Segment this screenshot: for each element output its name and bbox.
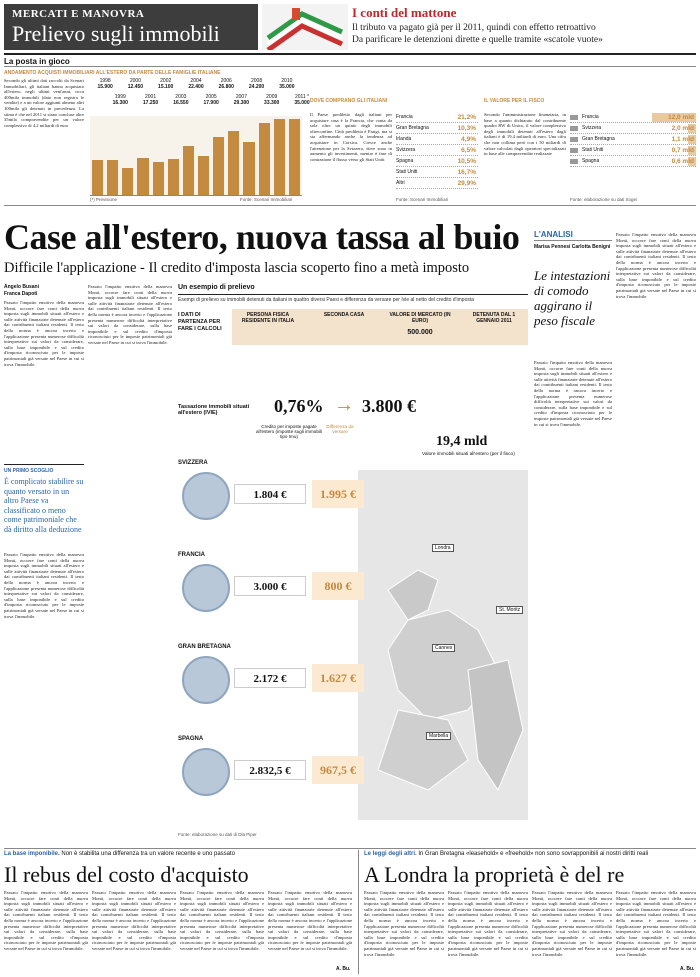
row-value: 10,3% — [457, 125, 476, 132]
year-bar — [183, 146, 194, 195]
table-row — [396, 156, 478, 167]
dati-c4: DETENUTA DAL 1 GENNAIO 2011 — [472, 312, 516, 324]
br-col3: Passato l'impatto emotivo della manovra Monti, occorre fare conti della nuova imposta sugli immobili situati all'estero e sulle attività finanziarie detenute all'estero dai contribuenti italiani residenti. Il testo della norma è ancora incerto e l'applicazione presenta numerose difficoltà interpretative sui valori da considerare, sulla base imponibile e sul credito d'imposta riconosciuto per le imposte patrimoniali già versate nel Paese in cui si trova l'immobile. — [532, 890, 612, 957]
year-cell — [151, 78, 181, 90]
dati-c2: SECONDA CASA — [323, 312, 365, 318]
year-label: 2005 — [205, 94, 217, 100]
year-value: 26.800 — [218, 84, 234, 90]
main-subhead: Difficile l'applicazione - Il credito d'imposta lascia scoperto fino a metà imposto — [4, 260, 470, 276]
coin-icon — [182, 748, 230, 796]
br-col2: Passato l'impatto emotivo della manovra Monti, occorre fare conti della nuova imposta sugli immobili situati all'estero e sulle attività finanziarie detenute all'estero dai contribuenti italiani residenti. Il testo della norma è ancora incerto e l'applicazione presenta numerose difficoltà interpretative sui valori da considerare, sulla base imponibile e sul credito d'imposta riconosciuto per le imposte patrimoniali già versate nel Paese in cui si trova l'immobile. — [448, 890, 528, 957]
year-label: 2008 — [251, 78, 263, 84]
kicker-rest: Non è stabilita una differenza tra un valore recente e uno passato — [59, 851, 236, 857]
city-label: Marbella — [426, 732, 451, 740]
flag-icon — [570, 115, 578, 120]
col3-table — [570, 112, 696, 167]
year-label: 2002 — [160, 78, 172, 84]
year-cell — [272, 78, 302, 90]
col2-text: Il Paese prediletto dagli italiani per acquistare casa è la Francia, che conta da sola oltre un quinto degli immobili oltreconfine. Città prediletta è Parigi, ma si sta affermando anche la tendenza ad acquistare in Corsica. Cresce anche l'attenzione per la Svizzera, dove sono in aumento gli investimenti, mentre è fase di contrazione il flusso verso gli Stati Uniti — [310, 112, 392, 162]
row-value: 4,9% — [461, 136, 476, 143]
country-row — [178, 644, 368, 730]
col2-source: Fonte: Scenari Immobiliari — [396, 197, 449, 202]
year-label: 2006 — [220, 78, 232, 84]
promo-box — [4, 464, 84, 534]
analysis-title: Le intestazioni di comodo aggirano il peso fiscale — [534, 268, 611, 328]
row-label: Irlanda — [396, 136, 412, 142]
year-value: 35.000 — [279, 84, 295, 90]
year-bar — [213, 137, 224, 195]
year-cell — [241, 78, 271, 90]
year-bar — [198, 156, 209, 195]
section-brand — [4, 4, 258, 50]
bl-col2: Passato l'impatto emotivo della manovra Monti, occorre fare conti della nuova imposta sugli immobili situati all'estero e sulle attività finanziarie detenute all'estero dai contribuenti italiani residenti. Il testo della norma è ancora incerto e l'applicazione presenta numerose difficoltà interpretative sui valori da considerare, sulla base imponibile e sul credito d'imposta riconosciuto per le imposte patrimoniali già versate nel Paese in cui si trova l'immobile. — [92, 890, 176, 951]
year-label: 2001 — [145, 94, 157, 100]
year-cell — [120, 78, 150, 90]
main-headline: Case all'estero, nuova tassa al buio — [4, 217, 520, 257]
dati-c3-value: 500.000 — [407, 329, 433, 336]
table-row — [396, 167, 478, 178]
city-label: St. Moritz — [496, 606, 523, 614]
year-label: 2009 — [266, 94, 278, 100]
year-cell — [90, 78, 120, 90]
flag-icon — [570, 126, 578, 131]
year-value: 12.450 — [127, 84, 144, 90]
dati-c1: PERSONA FISICA RESIDENTE IN ITALIA — [241, 312, 295, 324]
year-label: 1998 — [99, 78, 111, 84]
col3-source: Fonte: elaborazione su dati Sogei — [570, 197, 638, 202]
section-title: Prelievo sugli immobili — [12, 21, 220, 46]
year-cell — [226, 94, 256, 106]
table-row — [570, 123, 696, 134]
bl-col1: Passato l'impatto emotivo della manovra Monti, occorre fare conti della nuova imposta sugli immobili situati all'estero e sulle attività finanziarie detenute all'estero dai contribuenti italiani residenti. Il testo della norma è ancora incerto e l'applicazione presenta numerose difficoltà interpretative sui valori da considerare, sulla base imponibile e sul credito d'imposta riconosciuto per le imposte patrimoniali già versate nel Paese in cui si trova l'immobile. — [4, 890, 88, 951]
year-cell — [211, 78, 241, 90]
br-col4: Passato l'impatto emotivo della manovra Monti, occorre fare conti della nuova imposta sugli immobili situati all'estero e sulle attività finanziarie detenute all'estero dai contribuenti italiani residenti. Il testo della norma è ancora incerto e l'applicazione presenta numerose difficoltà interpretative sui valori da considerare, sulla base imponibile e sul credito d'imposta riconosciuto per le imposte patrimoniali già versate nel Paese in cui si trova l'immobile. — [616, 890, 696, 957]
year-value: 22.400 — [188, 84, 204, 90]
city-label: Cannes — [432, 644, 455, 652]
year-cell — [166, 94, 196, 106]
year-value: 17.250 — [142, 100, 159, 106]
header-rule — [4, 53, 696, 55]
kicker-strong: La base imponibile. — [4, 851, 60, 857]
paid-value: 2.172 € — [234, 668, 306, 688]
col1-source: Fonte: Scenari Immobiliari — [240, 197, 293, 202]
flag-icon — [570, 148, 578, 153]
diff-value: 1.995 € — [312, 480, 364, 508]
year-bar — [289, 119, 300, 195]
row-label: Svizzera — [396, 147, 416, 153]
byline-1: Angelo Busani — [4, 284, 40, 290]
analysis-authors: Marisa Pennesi Carlotta Benigni — [534, 244, 611, 250]
box-title: I conti del mattone — [352, 5, 457, 20]
year-value: 29.300 — [233, 100, 250, 106]
city-label: Londra — [432, 544, 454, 552]
year-label: 2007 — [235, 94, 247, 100]
coin-icon — [182, 564, 230, 612]
country-row — [178, 460, 368, 546]
tax-label: Tassazione immobili situati all'estero (IVIE) — [178, 404, 250, 416]
flag-icon — [570, 159, 578, 164]
tax-amount: 3.800 € — [362, 396, 416, 416]
year-bar — [107, 160, 118, 195]
paid-value: 3.000 € — [234, 576, 306, 596]
year-value: 33.300 — [264, 100, 280, 106]
bl-sign: A. Bu. — [336, 966, 351, 972]
example-panel — [178, 284, 528, 844]
box-line-2: Da parificare le detenzioni dirette e quelle tramite «scatole vuote» — [352, 35, 603, 45]
year-value: 35.000 — [294, 100, 310, 106]
row-value: 29,9% — [457, 180, 476, 187]
year-bar — [259, 123, 270, 195]
year-value: 24.200 — [248, 84, 265, 90]
analysis-col1: Passato l'impatto emotivo della manovra Monti, occorre fare conti della nuova imposta sugli immobili situati all'estero e sulle attività finanziarie detenute all'estero dai contribuenti italiani residenti. Il testo della norma è ancora incerto e l'applicazione presenta numerose difficoltà interpretative sui valori da considerare, sulla base imponibile e sul credito d'imposta riconosciuto per le imposte patrimoniali già versate nel Paese in cui si trova l'immobile. — [534, 360, 612, 427]
table-row — [396, 123, 478, 134]
year-cell — [135, 94, 165, 106]
year-label: 1999 — [114, 94, 126, 100]
bl-col3: Passato l'impatto emotivo della manovra Monti, occorre fare conti della nuova imposta sugli immobili situati all'estero e sulle attività finanziarie detenute all'estero dai contribuenti italiani residenti. Il testo della norma è ancora incerto e l'applicazione presenta numerose difficoltà interpretative sui valori da considerare, sulla base imponibile e sul credito d'imposta riconosciuto per le imposte patrimoniali già versate nel Paese in cui si trova l'immobile. — [180, 890, 264, 951]
year-label: 2000 — [129, 78, 141, 84]
col1-note: (*) Previsione — [90, 197, 118, 202]
br-sign: A. Bu. — [680, 966, 695, 972]
table-row — [396, 134, 478, 145]
country-row — [178, 552, 368, 638]
coin-icon — [182, 656, 230, 704]
year-label: 2003 — [175, 94, 187, 100]
analysis-tag: L'ANALISI — [534, 230, 573, 239]
flag-icon — [570, 137, 578, 142]
arrow-icon: → — [334, 394, 354, 416]
table-row — [570, 156, 696, 167]
row-value: 10,5% — [457, 158, 476, 165]
col2-table — [396, 112, 478, 189]
diff-value: 967,5 € — [312, 756, 364, 784]
table-row — [570, 134, 696, 145]
diff-value: 1.627 € — [312, 664, 364, 692]
coin-icon — [182, 472, 230, 520]
year-value: 16.550 — [173, 100, 189, 106]
br-col1: Passato l'impatto emotivo della manovra Monti, occorre fare conti della nuova imposta sugli immobili situati all'estero e sulle attività finanziarie detenute all'estero dai contribuenti italiani residenti. Il testo della norma è ancora incerto e l'applicazione presenta numerose difficoltà interpretative sui valori da considerare, sulla base imponibile e sul credito d'imposta riconosciuto per le imposte patrimoniali già versate nel Paese in cui si trova l'immobile. — [364, 890, 444, 957]
row-value: 0,6 mld — [671, 158, 694, 165]
mld-caption: Valore immobili situati all'estero (per il fisco) — [422, 452, 515, 457]
col1-text: Secondo gli ultimi dati raccolti da Scenari Immobiliari, gli italiani hanno acquistato all'estero, negli ultimi vent'anni, circa 400mila immobili (dato non registra le vendite) e a un valore aggiunti almeno altri 100mila gli detenuti in precedenza. La stima è che nel 2011 si siano concluse altre 35mila compravendite per un valore complessivo di 4,2 miliardi di euro — [4, 78, 84, 128]
country-name: GRAN BRETAGNA — [178, 644, 231, 650]
year-label: 2011 * — [294, 94, 310, 100]
article-col1: Passato l'impatto emotivo della manovra Monti, occorre fare conti della nuova imposta sugli immobili situati all'estero e sulle attività finanziarie detenute all'estero dai contribuenti italiani residenti. Il testo della norma è ancora incerto e l'applicazione presenta numerose difficoltà interpretative sui valori da considerare, sulla base imponibile e sul credito d'imposta riconosciuto per le imposte patrimoniali già versate nel Paese in cui si trova l'immobile. — [4, 300, 84, 367]
year-bar — [274, 119, 285, 195]
rule — [4, 205, 696, 206]
kicker-strong: Le leggi degli altri. — [364, 851, 417, 857]
year-bar — [168, 159, 179, 195]
row-value: 2,0 mld — [671, 125, 694, 132]
bottom-right-headline: A Londra la proprietà è del re — [364, 862, 625, 887]
dati-strip — [232, 309, 528, 345]
tax-rate: 0,76% — [274, 396, 324, 416]
col2-title: DOVE COMPRANO GLI ITALIANI — [310, 98, 388, 104]
year-cell — [196, 94, 226, 106]
col-diff-label: Differenza da versare — [326, 424, 354, 434]
row-label: Francia — [582, 114, 599, 120]
country-name: FRANCIA — [178, 552, 205, 558]
row-label: Gran Bretagna — [582, 136, 615, 142]
italian-flag-roof-icon — [262, 4, 348, 50]
row-label: Francia — [396, 114, 413, 120]
paid-value: 1.804 € — [234, 484, 306, 504]
example-title: Un esempio di prelievo — [178, 284, 255, 291]
rule — [4, 66, 696, 67]
table-row — [570, 145, 696, 156]
year-value: 16.300 — [112, 100, 128, 106]
table-row — [396, 112, 478, 123]
box-line-1: Il tributo va pagato già per il 2011, quindi con effetto retroattivo — [352, 23, 596, 33]
year-bar — [228, 131, 239, 195]
bl-col4: Passato l'impatto emotivo della manovra Monti, occorre fare conti della nuova imposta sugli immobili situati all'estero e sulle attività finanziarie detenute all'estero dai contribuenti italiani residenti. Il testo della norma è ancora incerto e l'applicazione presenta numerose difficoltà interpretative sui valori da considerare, sulla base imponibile e sul credito d'imposta riconosciuto per le imposte patrimoniali già versate nel Paese in cui si trova l'immobile. — [268, 890, 352, 951]
byline-2: Franca Dapoti — [4, 291, 38, 297]
year-cell — [181, 78, 211, 90]
row-value: 12,0 mld — [667, 114, 694, 121]
infographic-section: La posta in gioco — [4, 57, 70, 66]
row-label: Stati Uniti — [582, 147, 604, 153]
promo-text: È complicato stabilire su quanto versato in un altro Paese va classificato o meno come patrimoniale che dà diritto alla deduzione — [4, 477, 84, 534]
row-label: Stati Uniti — [396, 169, 418, 175]
year-value: 17.900 — [203, 100, 219, 106]
example-intro: Esempi di prelievo su immobili detenuti da italiani in quattro diversi Paesi e differenza da versare per Ivie al netto del credito d'imposta — [178, 297, 475, 303]
row-value: 1,1 mld — [671, 136, 694, 143]
row-label: Spagna — [582, 158, 600, 164]
year-bar — [153, 162, 164, 195]
example-source: Fonte: elaborazione su dati di Dla Piper — [178, 832, 257, 837]
row-label: Spagna — [396, 158, 414, 164]
year-cell — [257, 94, 287, 106]
year-bar — [243, 142, 254, 195]
row-value: 16,7% — [457, 169, 476, 176]
bottom-left-kicker — [4, 851, 235, 857]
row-label: Gran Bretagna — [396, 125, 429, 131]
dati-label: I DATI DI PARTENZA PER FARE I CALCOLI — [178, 312, 222, 332]
col3-text: Secondo l'amministrazione finanziaria, in base a quanto dichiarato dal contribuente quadro RW di Unico, il valore complessivo degli immobili detenuti all'estero dagli italiani è di 19,4 miliardi di euro. Una cifra che non collima però con i 50 miliardi di valore calcolati dagli operatori specializzati in base alle compravendite realizzate — [484, 112, 566, 157]
bottom-right-kicker — [364, 851, 648, 857]
col-paid-label: Credito per imposte pagate all'estero (imposte sugli immobili tipo Imu) — [256, 424, 322, 439]
header-box — [352, 4, 696, 50]
year-bar — [137, 158, 148, 195]
dati-c3: VALORE DI MERCATO (IN EURO) — [389, 312, 451, 324]
country-name: SPAGNA — [178, 736, 204, 742]
row-value: 0,7 mld — [671, 147, 694, 154]
article-col2: Passato l'impatto emotivo della manovra Monti, occorre fare conti della nuova imposta sugli immobili situati all'estero e sulle attività finanziarie detenute all'estero dai contribuenti italiani residenti. Il testo della norma è ancora incerto e l'applicazione presenta numerose difficoltà interpretative sui valori da considerare, sulla base imponibile e sul credito d'imposta riconosciuto per le imposte patrimoniali già versate nel Paese in cui si trova l'immobile. — [88, 284, 172, 345]
kicker-rest: In Gran Bretagna «leasehold» e «freehold» non sono sovrapponibili ai nostri diritti reali — [416, 851, 649, 857]
analysis-col2: Passato l'impatto emotivo della manovra Monti, occorre fare conti della nuova imposta sugli immobili situati all'estero e sulle attività finanziarie detenute all'estero dai contribuenti italiani residenti. Il testo della norma è ancora incerto e l'applicazione presenta numerose difficoltà interpretative sui valori da considerare, sulla base imponibile e sul credito d'imposta riconosciuto per le imposte patrimoniali già versate nel Paese in cui si trova l'immobile. — [616, 232, 696, 299]
col1-chart — [90, 78, 310, 198]
year-value: 15.900 — [97, 84, 113, 90]
year-label: 2004 — [190, 78, 202, 84]
year-bar — [122, 168, 133, 195]
year-cell — [105, 94, 135, 106]
year-bar — [92, 160, 103, 195]
promo-label: UN PRIMO SCOGLIO — [4, 468, 54, 474]
paid-value: 2.832,5 € — [234, 760, 306, 780]
diff-value: 800 € — [312, 572, 364, 600]
row-label: Svizzera — [582, 125, 602, 131]
year-value: 15.100 — [158, 84, 174, 90]
bottom-left-headline: Il rebus del costo d'acquisto — [4, 862, 249, 887]
table-row — [396, 178, 478, 189]
country-row — [178, 736, 368, 822]
section-kicker: MERCATI E MANOVRA — [12, 8, 145, 20]
article-col1b: Passato l'impatto emotivo della manovra Monti, occorre fare conti della nuova imposta sugli immobili situati all'estero e sulle attività finanziarie detenute all'estero dai contribuenti italiani residenti. Il testo della norma è ancora incerto e l'applicazione presenta numerose difficoltà interpretative sui valori da considerare, sulla base imponibile e sul credito d'imposta riconosciuto per le imposte patrimoniali già versate nel Paese in cui si trova l'immobile. — [4, 552, 84, 619]
table-row — [396, 145, 478, 156]
year-label: 2010 — [281, 78, 293, 84]
table-row — [570, 112, 696, 123]
row-label: Altri — [396, 180, 405, 186]
row-value: 6,5% — [461, 147, 476, 154]
col1-title: ANDAMENTO ACQUISTI IMMOBILIARI ALL'ESTERO DA PARTE DELLE FAMIGLIE ITALIANE — [4, 70, 221, 76]
col3-title: IL VALORE PER IL FISCO — [484, 98, 545, 104]
row-value: 21,2% — [457, 114, 476, 121]
mld-value: 19,4 mld — [436, 434, 488, 449]
country-name: SVIZZERA — [178, 460, 208, 466]
